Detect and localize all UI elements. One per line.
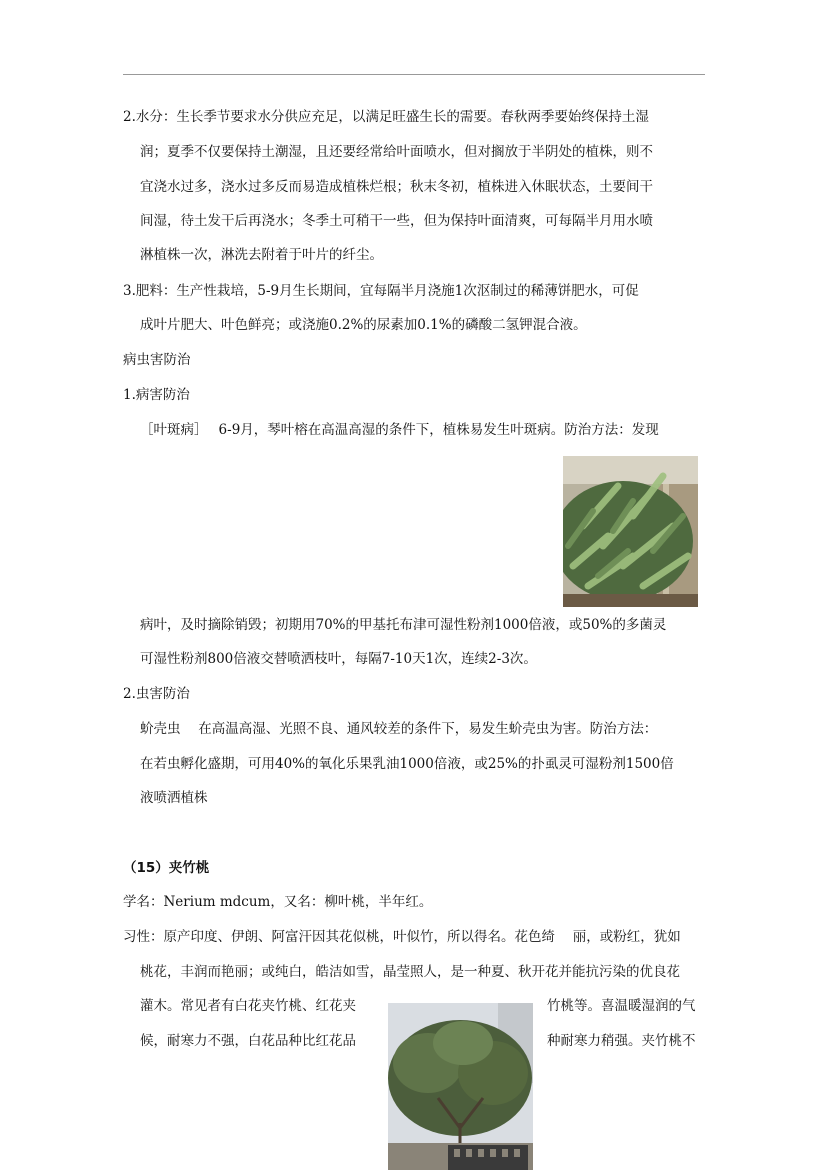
text-line: 2.水分：生长季节要求水分供应充足，以满足旺盛生长的需要。春秋两季要始终保持土湿 [123,109,649,125]
text-line: 成叶片肥大、叶色鲜亮；或浇施0.2%的尿素加0.1%的磷酸二氢钾混合液。 [140,317,587,333]
text-line: 润；夏季不仅要保持土潮湿，且还要经常给叶面喷水，但对搁放于半阴处的植株，则不 [140,144,653,160]
text-line: 在若虫孵化盛期，可用40%的氧化乐果乳油1000倍液，或25%的扑虱灵可湿粉剂1500倍 [140,756,674,772]
text-line: 病叶，及时摘除销毁；初期用70%的甲基托布津可湿性粉剂1000倍液，或50%的多菌灵 [140,617,667,633]
text-line: 竹桃等。喜温暖湿润的气 [547,998,696,1014]
oleander-tree-photo [388,1003,533,1170]
text-line: 蚧壳虫 在高温高湿、光照不良、通风较差的条件下，易发生蚧壳虫为害。防治方法： [140,721,658,737]
text-line: 学名：Nerium mdcum，又名：柳叶桃，半年红。 [123,894,433,910]
text-line: 3.肥料：生产性栽培，5-9月生长期间，宜每隔半月浇施1次沤制过的稀薄饼肥水，可促 [123,283,639,299]
text-line: 淋植株一次，淋洗去附着于叶片的纤尘。 [140,247,383,263]
text-line: ［叶斑病］ 6-9月，琴叶榕在高温高湿的条件下，植株易发生叶斑病。防治方法：发现 [140,422,659,438]
rubber-plant-photo [563,456,698,607]
text-line: 液喷洒植株 [140,790,208,806]
text-line: 桃花，丰润而艳丽；或纯白，皓洁如雪，晶莹照人，是一种夏、秋开花并能抗污染的优良花 [140,964,680,980]
text-line: 间湿，待土发干后再浇水；冬季土可稍干一些，但为保持叶面清爽，可每隔半月用水喷 [140,213,653,229]
section-heading: 病虫害防治 [123,352,191,368]
text-line: 种耐寒力稍强。夹竹桃不 [547,1033,696,1049]
text-line: 宜浇水过多，浇水过多反而易造成植株烂根；秋末冬初，植株进入休眠状态，土要间干 [140,179,653,195]
section-title: （15）夹竹桃 [123,860,210,876]
text-line: 可湿性粉剂800倍液交替喷洒枝叶，每隔7-10天1次，连续2-3次。 [140,651,537,667]
subsection-heading: 1.病害防治 [123,387,190,403]
text-line: 习性：原产印度、伊朗、阿富汗因其花似桃，叶似竹，所以得名。花色绮 丽，或粉红，犹如 [123,929,681,945]
header-rule [123,74,705,75]
text-line: 候，耐寒力不强，白花品种比红花品 [140,1033,356,1049]
text-line: 灌木。常见者有白花夹竹桃、红花夹 [140,998,356,1014]
subsection-heading: 2.虫害防治 [123,686,190,702]
